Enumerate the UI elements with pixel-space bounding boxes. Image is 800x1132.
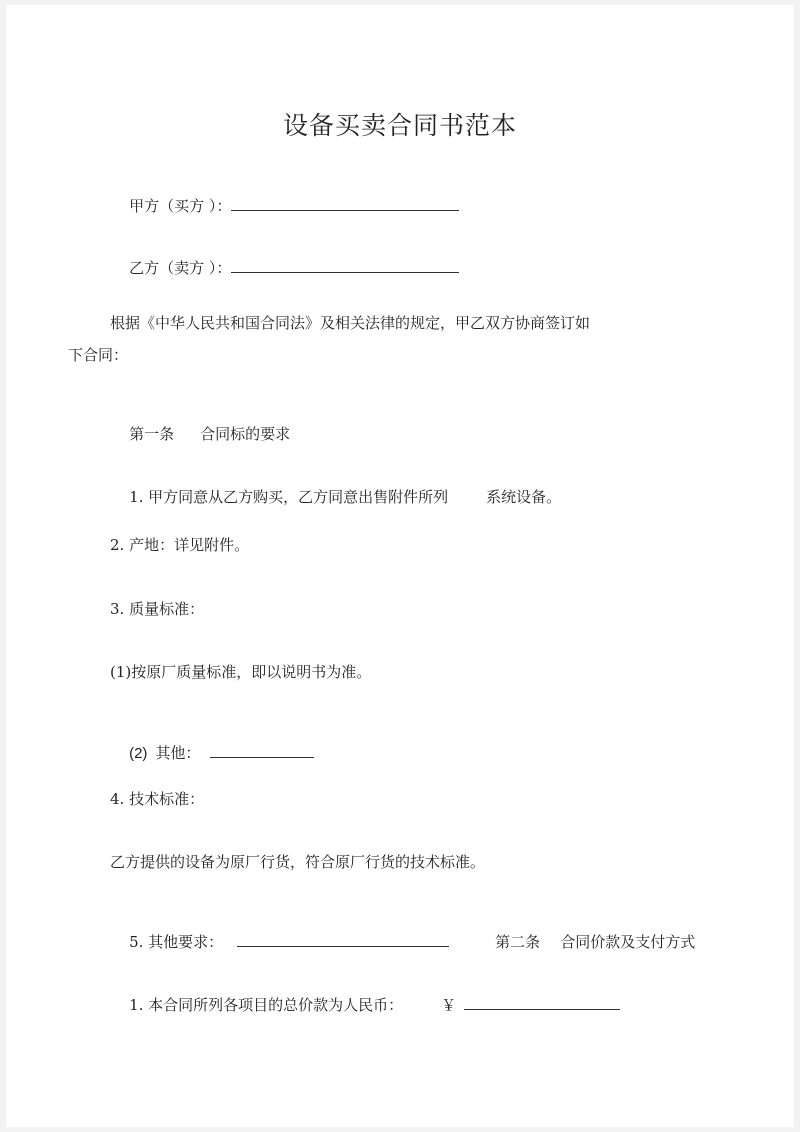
- item-5-line: [110, 917, 695, 965]
- price-label: 1. 本合同所列各项目的总价款为人民币：: [129, 996, 404, 1014]
- party-b-line: [110, 243, 459, 291]
- party-b-label: 乙方（卖方 ）：: [129, 259, 232, 277]
- price-line: [110, 980, 620, 1028]
- party-b-blank[interactable]: [231, 258, 459, 273]
- article-1-heading-line: [110, 412, 290, 457]
- article-2-number: 第二条: [495, 933, 541, 951]
- total-price-blank[interactable]: [464, 995, 620, 1010]
- item-1-text: 1. 甲方同意从乙方购买，乙方同意出售附件所列: [129, 488, 449, 506]
- item-3-sub-2-number: (2): [129, 745, 148, 762]
- party-a-line: [110, 181, 459, 229]
- item-4-line: 4. 技术标准：: [110, 790, 205, 808]
- other-requirements-blank[interactable]: [237, 932, 449, 947]
- item-4-detail-line: 乙方提供的设备为原厂行货，符合原厂行货的技术标准。: [110, 853, 486, 871]
- article-1-title: 合同标的要求: [200, 425, 291, 443]
- item-1-line: [110, 475, 561, 520]
- preamble-line-2: 下合同：: [68, 346, 129, 364]
- article-2-title: 合同价款及支付方式: [560, 933, 696, 951]
- party-a-label: 甲方（买方 ）：: [129, 197, 232, 215]
- other-quality-blank[interactable]: [210, 743, 314, 758]
- article-1-number: 第一条: [129, 425, 175, 443]
- document-page: [6, 5, 794, 1127]
- document-title: 设备买卖合同书范本: [282, 111, 517, 140]
- party-a-blank[interactable]: [231, 196, 459, 211]
- preamble-line-1: 根据《中华人民共和国合同法》及相关法律的规定，甲乙双方协商签订如: [110, 314, 591, 332]
- item-3-sub-2-label: 其他：: [155, 744, 201, 762]
- item-3-sub-2-line: [110, 728, 314, 776]
- item-5-label: 5. 其他要求：: [129, 933, 224, 951]
- item-1-text-end: 系统设备。: [486, 488, 562, 506]
- item-2-line: 2. 产地：详见附件。: [110, 536, 250, 554]
- item-3-line: 3. 质量标准：: [110, 600, 205, 618]
- item-3-sub-1-line: (1)按原厂质量标准，即以说明书为准。: [110, 663, 372, 681]
- currency-symbol: ￥: [441, 996, 457, 1014]
